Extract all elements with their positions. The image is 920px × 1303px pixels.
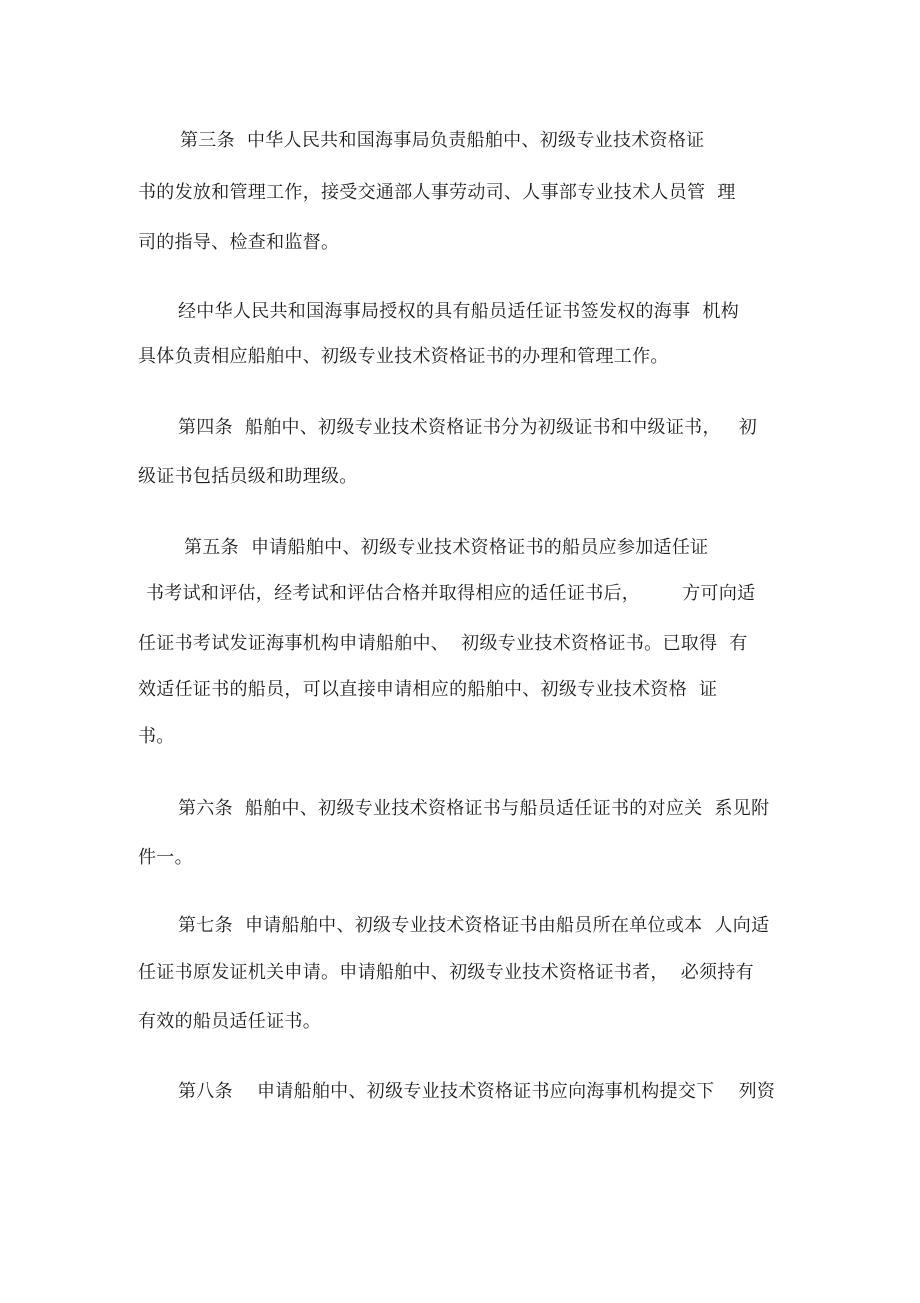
text-line: 第五条 申请船舶中、初级专业技术资格证书的船员应参加适任证	[184, 537, 709, 558]
text-line: 级证书包括员级和助理级。	[138, 466, 358, 487]
text-line: 具体负责相应船舶中、初级专业技术资格证书的办理和管理工作。	[138, 346, 669, 367]
text-line: 有效的船员适任证书。	[138, 1011, 321, 1032]
text-line: 书考试和评估，经考试和评估合格并取得相应的适任证书后， 方可向适	[146, 583, 756, 604]
text-line: 司的指导、检查和监督。	[138, 232, 340, 253]
text-line: 书。	[138, 726, 175, 747]
text-line: 件一。	[138, 847, 193, 868]
text-line: 第八条 申请船舶中、初级专业技术资格证书应向海事机构提交下 列资	[178, 1081, 776, 1102]
text-line: 书的发放和管理工作，接受交通部人事劳动司、人事部专业技术人员管 理	[138, 182, 736, 203]
text-line: 第七条 申请船舶中、初级专业技术资格证书由船员所在单位或本 人向适	[178, 915, 770, 936]
text-line: 效适任证书的船员，可以直接申请相应的船舶中、初级专业技术资格 证	[138, 679, 718, 700]
text-line: 任证书原发证机关申请。申请船舶中、初级专业技术资格证书者， 必须持有	[138, 962, 754, 983]
text-line: 第六条 船舶中、初级专业技术资格证书与船员适任证书的对应关 系见附	[178, 798, 770, 819]
text-line: 经中华人民共和国海事局授权的具有船员适任证书签发权的海事 机构	[178, 301, 740, 322]
text-line: 第三条 中华人民共和国海事局负责船舶中、初级专业技术资格证	[180, 130, 705, 151]
text-line: 第四条 船舶中、初级专业技术资格证书分为初级证书和中级证书， 初	[178, 417, 758, 438]
text-line: 任证书考试发证海事机构申请船舶中、 初级专业技术资格证书。已取得 有	[138, 633, 748, 654]
